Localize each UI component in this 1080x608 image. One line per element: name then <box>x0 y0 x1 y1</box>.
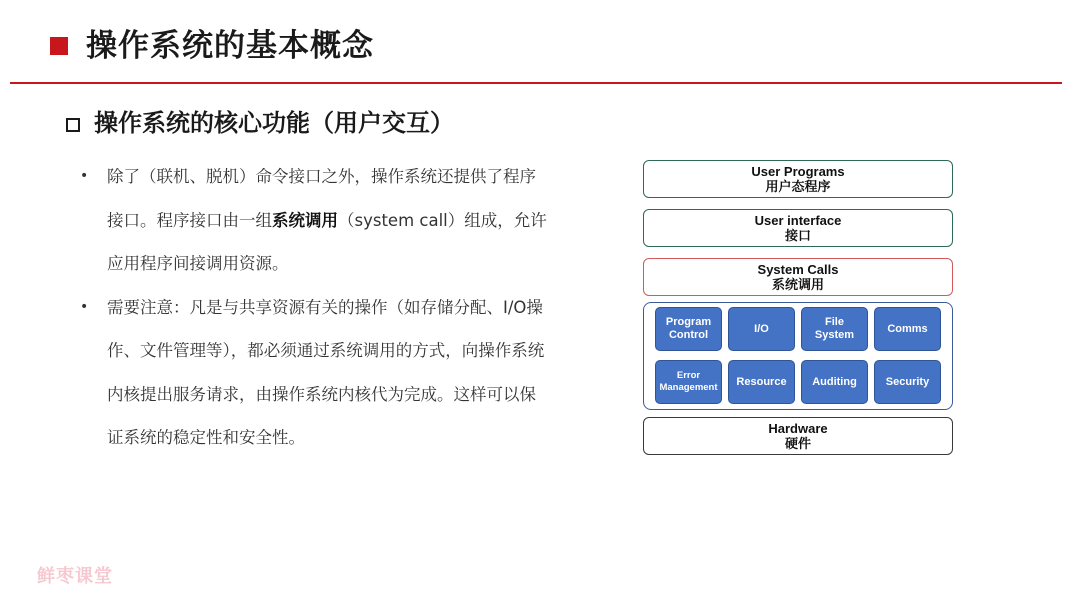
layer-system-calls <box>643 258 953 296</box>
slide-title: 操作系统的基本概念 <box>86 28 374 64</box>
bullet-item-system-call <box>80 155 550 286</box>
layer-label-en: Hardware <box>768 421 828 436</box>
layer-label-zh: 系统调用 <box>771 277 824 292</box>
layer-user-programs <box>643 160 953 198</box>
bullet-emphasis: 系统调用 <box>272 210 338 230</box>
title-divider <box>10 82 1062 84</box>
layer-hardware <box>643 417 953 455</box>
kernel-tile-security: Security <box>874 360 941 404</box>
kernel-tile-file-system: File System <box>801 307 868 351</box>
kernel-tile-error-management: Error Management <box>655 360 722 404</box>
kernel-tile-program-control: Program Control <box>655 307 722 351</box>
hollow-square-bullet-icon <box>66 118 80 132</box>
layer-label-zh: 硬件 <box>784 436 811 451</box>
bullet-item-shared-resources <box>80 286 550 460</box>
bullet-text: 除了（联机、脱机）命令接口之外，操作系统还提供了程序接口。程序接口由一组 <box>107 167 536 230</box>
title-square-icon <box>50 37 68 55</box>
bullet-list <box>80 155 550 460</box>
bullet-dot-icon: • <box>80 298 89 315</box>
layer-user-interface <box>643 209 953 247</box>
kernel-tile-auditing: Auditing <box>801 360 868 404</box>
brand-watermark: 鲜枣课堂 <box>37 566 113 587</box>
bullet-text: 需要注意：凡是与共享资源有关的操作（如存储分配、I/O操作、文件管理等），都必须通过系统调用的方式，向操作系统内核提出服务请求，由操作系统内核代为完成。这样可以保证系统的稳定性和安全性。 <box>107 297 545 447</box>
bullet-text-continued: （system call）组成，允许应用程序间接调用资源。 <box>107 210 547 273</box>
kernel-tile-comms: Comms <box>874 307 941 351</box>
layer-label-en: User Programs <box>751 164 845 179</box>
kernel-tile-resource: Resource <box>728 360 795 404</box>
layer-label-zh: 接口 <box>784 228 811 243</box>
bullet-dot-icon: • <box>80 168 89 184</box>
layer-label-en: User interface <box>754 213 842 228</box>
kernel-tile-io: I/O <box>728 307 795 351</box>
layer-label-en: System Calls <box>757 262 839 277</box>
layer-label-zh: 用户态程序 <box>765 179 831 194</box>
section-heading: 操作系统的核心功能（用户交互） <box>94 109 454 137</box>
